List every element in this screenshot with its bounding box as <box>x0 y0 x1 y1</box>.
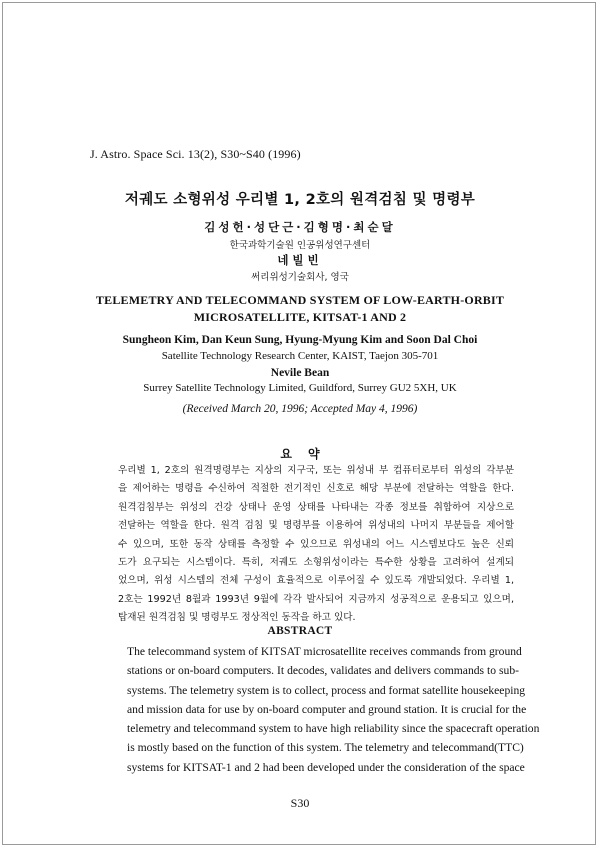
english-abstract <box>127 642 540 777</box>
korean-abstract-line: 2호는 1992년 8월과 1993년 9월에 각각 발사되어 지금까지 성공적으로 운용되고 있으며, <box>118 593 514 605</box>
english-authors: Sungheon Kim, Dan Keun Sung, Hyung-Myung Kim and Soon Dal Choi <box>122 334 478 346</box>
abstract-line: The telecommand system of KITSAT microsatellite receives commands from ground <box>127 645 522 658</box>
received-dates: (Received March 20, 1996; Accepted May 4, 1996) <box>182 403 418 415</box>
english-title-line: MICROSATELLITE, KITSAT-1 AND 2 <box>193 310 407 324</box>
korean-abstract-line: 우리별 1, 2호의 원격명령부는 지상의 지구국, 또는 위성내 부 컴퓨터로부터 위성의 각부분 <box>118 465 514 476</box>
korean-abstract-line: 도가 요구되는 시스템이다. 특히, 저궤도 소형위성이라는 특수한 상황을 고려하여 설계되 <box>118 557 514 569</box>
korean-abstract-line: 탑재된 원격검침 및 명령부도 정상적인 동작을 하고 있다. <box>118 612 356 624</box>
korean-authors: 김성헌·성단근·김형명·최순달 <box>204 220 396 234</box>
english-affiliation-2: Surrey Satellite Technology Limited, Guildford, Surrey GU2 5XH, UK <box>143 382 457 394</box>
korean-author-2: 네빌빈 <box>277 253 323 267</box>
korean-affiliation-1: 한국과학기술원 인공위성연구센터 <box>229 240 371 251</box>
korean-abstract-line: 수 있으며, 또한 동작 상태를 측정할 수 있으므로 위성내의 어느 시스템보다도 높은 신뢰 <box>118 538 514 550</box>
abstract-line: telemetry and telecommand system to have high reliability since the spacecraft operation <box>127 722 540 736</box>
korean-abstract-line: 었으며, 위성 시스템의 전체 구성이 효율적으로 이루어질 수 있도록 개발되었다. 우리별 1, <box>118 575 514 587</box>
english-author-2: Nevile Bean <box>270 367 330 379</box>
korean-abstract-line: 전달하는 역할을 한다. 원격 검침 및 명령부를 이용하여 위성내의 나머지 부분들을 제어할 <box>118 520 514 532</box>
korean-abstract-heading: 요약 <box>280 447 336 461</box>
korean-abstract-line: 원격검침부는 위성의 건강 상태나 운영 상태를 나타내는 각종 정보를 취합하여 지상으로 <box>118 501 514 513</box>
journal-citation: J. Astro. Space Sci. 13(2), S30~S40 (1996) <box>90 147 301 161</box>
korean-abstract-line: 을 제어하는 명령을 수신하여 적절한 전기적인 신호로 해당 부분에 전달하는 역할을 한다. <box>118 483 514 495</box>
english-affiliation-1: Satellite Technology Research Center, KAIST, Taejon 305-701 <box>161 350 439 362</box>
abstract-heading: ABSTRACT <box>267 625 333 637</box>
korean-title: 저궤도 소형위성 우리별 1, 2호의 원격검침 및 명령부 <box>124 192 476 208</box>
abstract-line: systems. The telemetry system is to collect, process and format satellite housekeeping <box>127 683 526 697</box>
page-number: S30 <box>290 796 310 810</box>
abstract-line: and mission data for use by on-board computer and ground station. It is crucial for the <box>127 702 527 716</box>
english-title-line: TELEMETRY AND TELECOMMAND SYSTEM OF LOW-EARTH-ORBIT <box>95 293 505 307</box>
abstract-line: is mostly based on the function of this system. The telemetry and telecommand(TTC) <box>127 741 524 755</box>
korean-abstract <box>118 462 514 628</box>
english-title <box>0 292 600 326</box>
abstract-line: systems for KITSAT-1 and 2 had been developed under the consideration of the space <box>127 760 525 774</box>
abstract-line: stations or on-board computers. It decodes, validates and delivers commands to sub- <box>127 664 519 678</box>
korean-affiliation-2: 써리위성기술회사, 영국 <box>251 272 349 283</box>
